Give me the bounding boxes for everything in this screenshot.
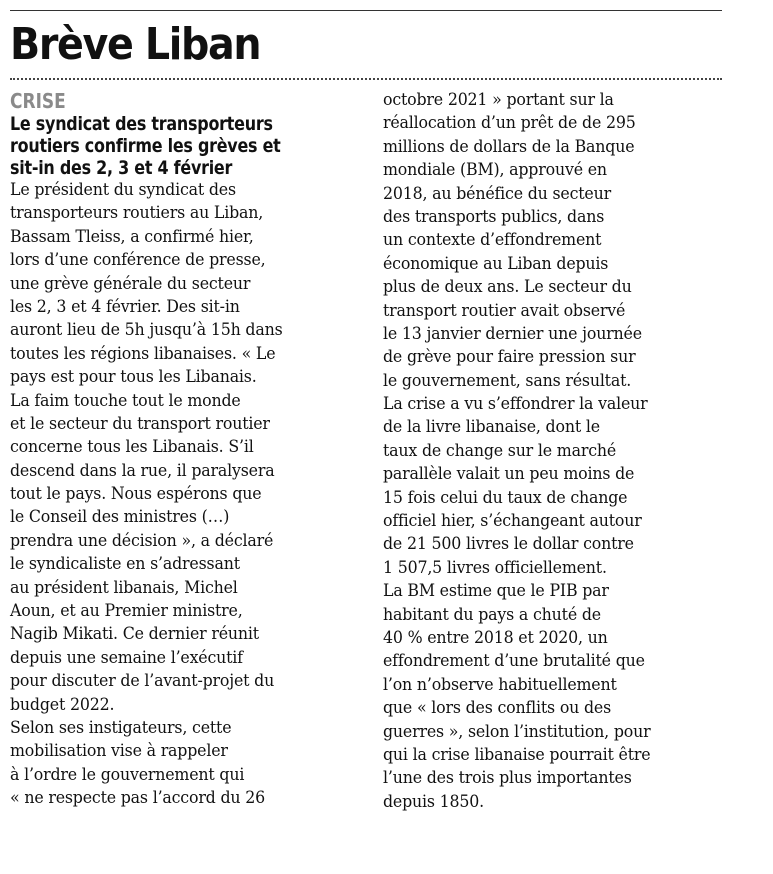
body-text-line: transport routier avait observé — [383, 300, 626, 321]
body-text-line: au président libanais, Michel — [10, 577, 238, 598]
body-text-line: à l’ordre le gouvernement qui — [10, 764, 245, 785]
left-body-text — [10, 179, 370, 811]
subhead-line: routiers confirme les grèves et — [10, 135, 281, 157]
subhead-line: Le syndicat des transporteurs — [10, 113, 273, 135]
body-text-line: plus de deux ans. Le secteur du — [383, 277, 632, 298]
body-text-line: descend dans la rue, il paralysera — [10, 460, 275, 481]
body-text-line: pays est pour tous les Libanais. — [10, 367, 257, 388]
body-text-line: millions de dollars de la Banque — [383, 136, 635, 157]
body-text-line: l’une des trois plus importantes — [383, 768, 632, 789]
body-text-line: lors d’une conférence de presse, — [10, 250, 266, 271]
body-text-line: de grève pour faire pression sur — [383, 347, 636, 368]
body-text-line: 1 507,5 livres officiellement. — [383, 557, 607, 578]
body-text-line: tout le pays. Nous espérons que — [10, 484, 262, 505]
body-text-line: toutes les régions libanaises. « Le — [10, 343, 276, 364]
body-text-line: une grève générale du secteur — [10, 273, 251, 294]
body-text-line: La faim touche tout le monde — [10, 390, 241, 411]
body-text-line: octobre 2021 » portant sur la — [383, 90, 614, 110]
body-text-line: mondiale (BM), approuvé en — [383, 160, 607, 181]
body-text-line: parallèle valait un peu moins de — [383, 464, 635, 485]
body-text-line: pour discuter de l’avant-projet du — [10, 671, 275, 692]
article-subhead — [10, 113, 370, 179]
body-text-line: Selon ses instigateurs, cette — [10, 717, 232, 738]
body-text-line: économique au Liban depuis — [383, 253, 609, 274]
body-text-line: et le secteur du transport routier — [10, 413, 270, 434]
body-text-line: officiel hier, s’échangeant autour — [383, 511, 642, 532]
body-text-line: 2018, au bénéfice du secteur — [383, 183, 611, 204]
right-body-text — [383, 89, 753, 814]
body-text-line: l’on n’observe habituellement — [383, 674, 617, 695]
body-text-line: des transports publics, dans — [383, 206, 605, 227]
section-kicker: CRISE — [10, 89, 66, 113]
body-text-line: réallocation d’un prêt de de 295 — [383, 113, 636, 134]
subhead-line: sit-in des 2, 3 et 4 février — [10, 157, 233, 179]
body-text-line: La crise a vu s’effondrer la valeur — [383, 394, 648, 415]
body-text-line: de 21 500 livres le dollar contre — [383, 534, 634, 555]
body-text-line: de la livre libanaise, dont le — [383, 417, 600, 438]
body-text-line: La BM estime que le PIB par — [383, 581, 609, 602]
body-text-line: les 2, 3 et 4 février. Des sit-in — [10, 296, 240, 317]
body-text-line: guerres », selon l’institution, pour — [383, 721, 651, 742]
body-text-line: le Conseil des ministres (…) — [10, 507, 230, 528]
top-rule — [10, 10, 722, 11]
body-text-line: auront lieu de 5h jusqu’à 15h dans — [10, 320, 283, 341]
body-text-line: taux de change sur le marché — [383, 440, 617, 461]
body-text-line: transporteurs routiers au Liban, — [10, 203, 264, 224]
body-text-line: habitant du pays a chuté de — [383, 604, 601, 625]
body-text-line: depuis 1850. — [383, 791, 485, 812]
body-text-line: que « lors des conflits ou des — [383, 698, 612, 719]
body-text-line: mobilisation vise à rappeler — [10, 741, 228, 762]
body-text-line: effondrement d’une brutalité que — [383, 651, 645, 672]
body-text-line: Aoun, et au Premier ministre, — [10, 601, 243, 622]
body-text-line: « ne respecte pas l’accord du 26 — [10, 788, 265, 809]
body-text-line: le gouvernement, sans résultat. — [383, 370, 632, 391]
body-text-line: Nagib Mikati. Ce dernier réunit — [10, 624, 259, 645]
body-text-line: le syndicaliste en s’adressant — [10, 554, 240, 575]
page-title: Brève Liban — [10, 19, 261, 70]
body-text-line: le 13 janvier dernier une journée — [383, 323, 642, 344]
article-right-column — [383, 89, 753, 814]
body-text-line: 15 fois celui du taux de change — [383, 487, 628, 508]
body-text-line: prendra une décision », a déclaré — [10, 530, 274, 551]
body-text-line: Le président du syndicat des — [10, 180, 236, 200]
body-text-line: budget 2022. — [10, 694, 115, 715]
body-text-line: concerne tous les Libanais. S’il — [10, 437, 254, 458]
body-text-line: depuis une semaine l’exécutif — [10, 647, 243, 668]
article-left-column — [10, 89, 370, 811]
body-text-line: 40 % entre 2018 et 2020, un — [383, 627, 608, 648]
body-text-line: Bassam Tleiss, a confirmé hier, — [10, 226, 254, 247]
body-text-line: un contexte d’effondrement — [383, 230, 602, 251]
dotted-divider — [10, 78, 722, 80]
body-text-line: qui la crise libanaise pourrait être — [383, 744, 651, 765]
